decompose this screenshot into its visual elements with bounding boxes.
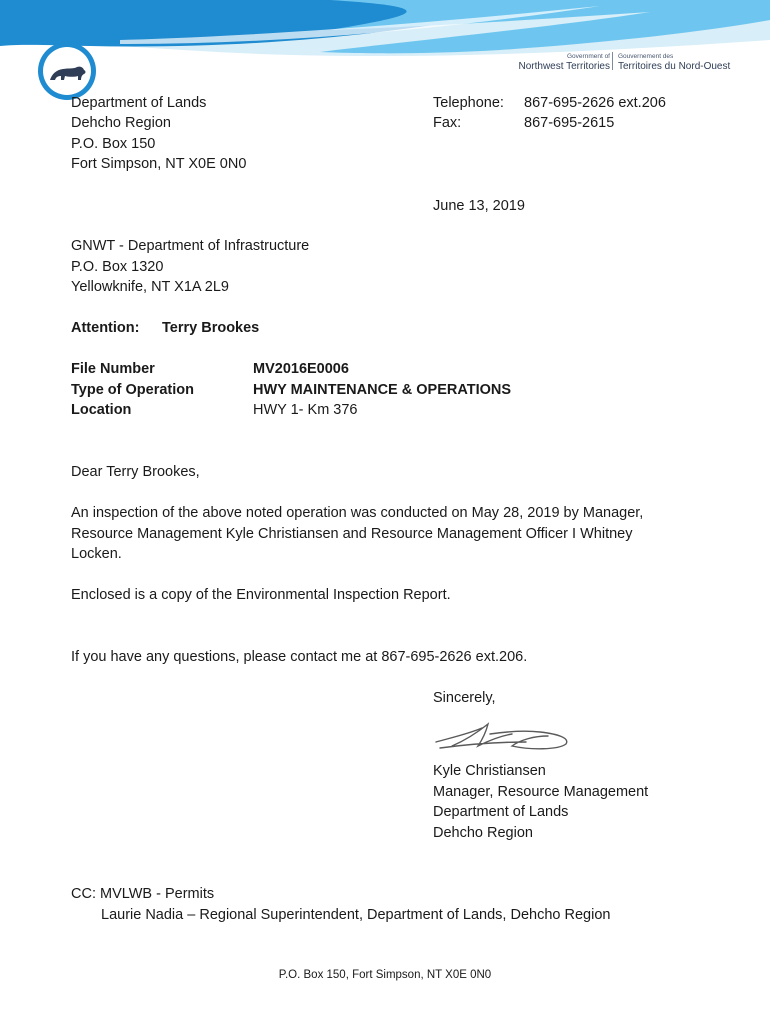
- operation-type-label: Type of Operation: [71, 382, 194, 398]
- sender-line-1: Department of Lands: [71, 95, 207, 111]
- gov-en-small: Government of: [567, 53, 610, 60]
- enclosure-paragraph: Enclosed is a copy of the Environmental Inspection Report.: [71, 587, 451, 603]
- closing-sincerely: Sincerely,: [433, 690, 496, 706]
- file-number-value: MV2016E0006: [253, 361, 349, 377]
- wordmark-divider: [612, 52, 613, 70]
- inspection-paragraph: An inspection of the above noted operation was conducted on May 28, 2019 by Manager, Resource Management Kyle Christiansen and Resource Management Officer I Whitney Locken.: [71, 505, 644, 562]
- cc-line-2: Laurie Nadia – Regional Superintendent, Department of Lands, Dehcho Region: [101, 907, 611, 923]
- file-number-label: File Number: [71, 361, 155, 377]
- salutation: Dear Terry Brookes,: [71, 464, 200, 480]
- handwritten-signature: [430, 712, 580, 756]
- operation-type-value: HWY MAINTENANCE & OPERATIONS: [253, 382, 512, 398]
- sender-line-2: Dehcho Region: [71, 115, 171, 131]
- signatory-name: Kyle Christiansen: [433, 763, 546, 779]
- cc-line-1: CC: MVLWB - Permits: [71, 886, 215, 902]
- recipient-line-2: P.O. Box 1320: [71, 259, 164, 275]
- attention-label: Attention:: [71, 320, 140, 336]
- letterhead-banner: [0, 0, 770, 100]
- gov-fr-small: Gouvernement des: [618, 53, 674, 60]
- fax-value: 867-695-2615: [524, 115, 615, 131]
- gov-fr-big: Territoires du Nord-Ouest: [618, 61, 731, 72]
- government-wordmark: [514, 52, 730, 72]
- location-label: Location: [71, 402, 132, 418]
- signatory-region: Dehcho Region: [433, 825, 533, 841]
- recipient-line-3: Yellowknife, NT X1A 2L9: [71, 279, 229, 295]
- signatory-department: Department of Lands: [433, 804, 569, 820]
- signatory-title: Manager, Resource Management: [433, 784, 649, 800]
- footer-address: P.O. Box 150, Fort Simpson, NT X0E 0N0: [278, 969, 492, 981]
- telephone-label: Telephone:: [433, 95, 504, 111]
- location-value: HWY 1- Km 376: [253, 402, 358, 418]
- telephone-value: 867-695-2626 ext.206: [524, 95, 666, 111]
- recipient-line-1: GNWT - Department of Infrastructure: [71, 238, 310, 254]
- questions-paragraph: If you have any questions, please contact me at 867-695-2626 ext.206.: [71, 649, 528, 665]
- sender-line-4: Fort Simpson, NT X0E 0N0: [71, 156, 247, 172]
- sender-line-3: P.O. Box 150: [71, 136, 156, 152]
- attention-name: Terry Brookes: [162, 320, 260, 336]
- letter-date: June 13, 2019: [433, 198, 525, 214]
- gov-en-big: Northwest Territories: [518, 61, 610, 72]
- fax-label: Fax:: [433, 115, 462, 131]
